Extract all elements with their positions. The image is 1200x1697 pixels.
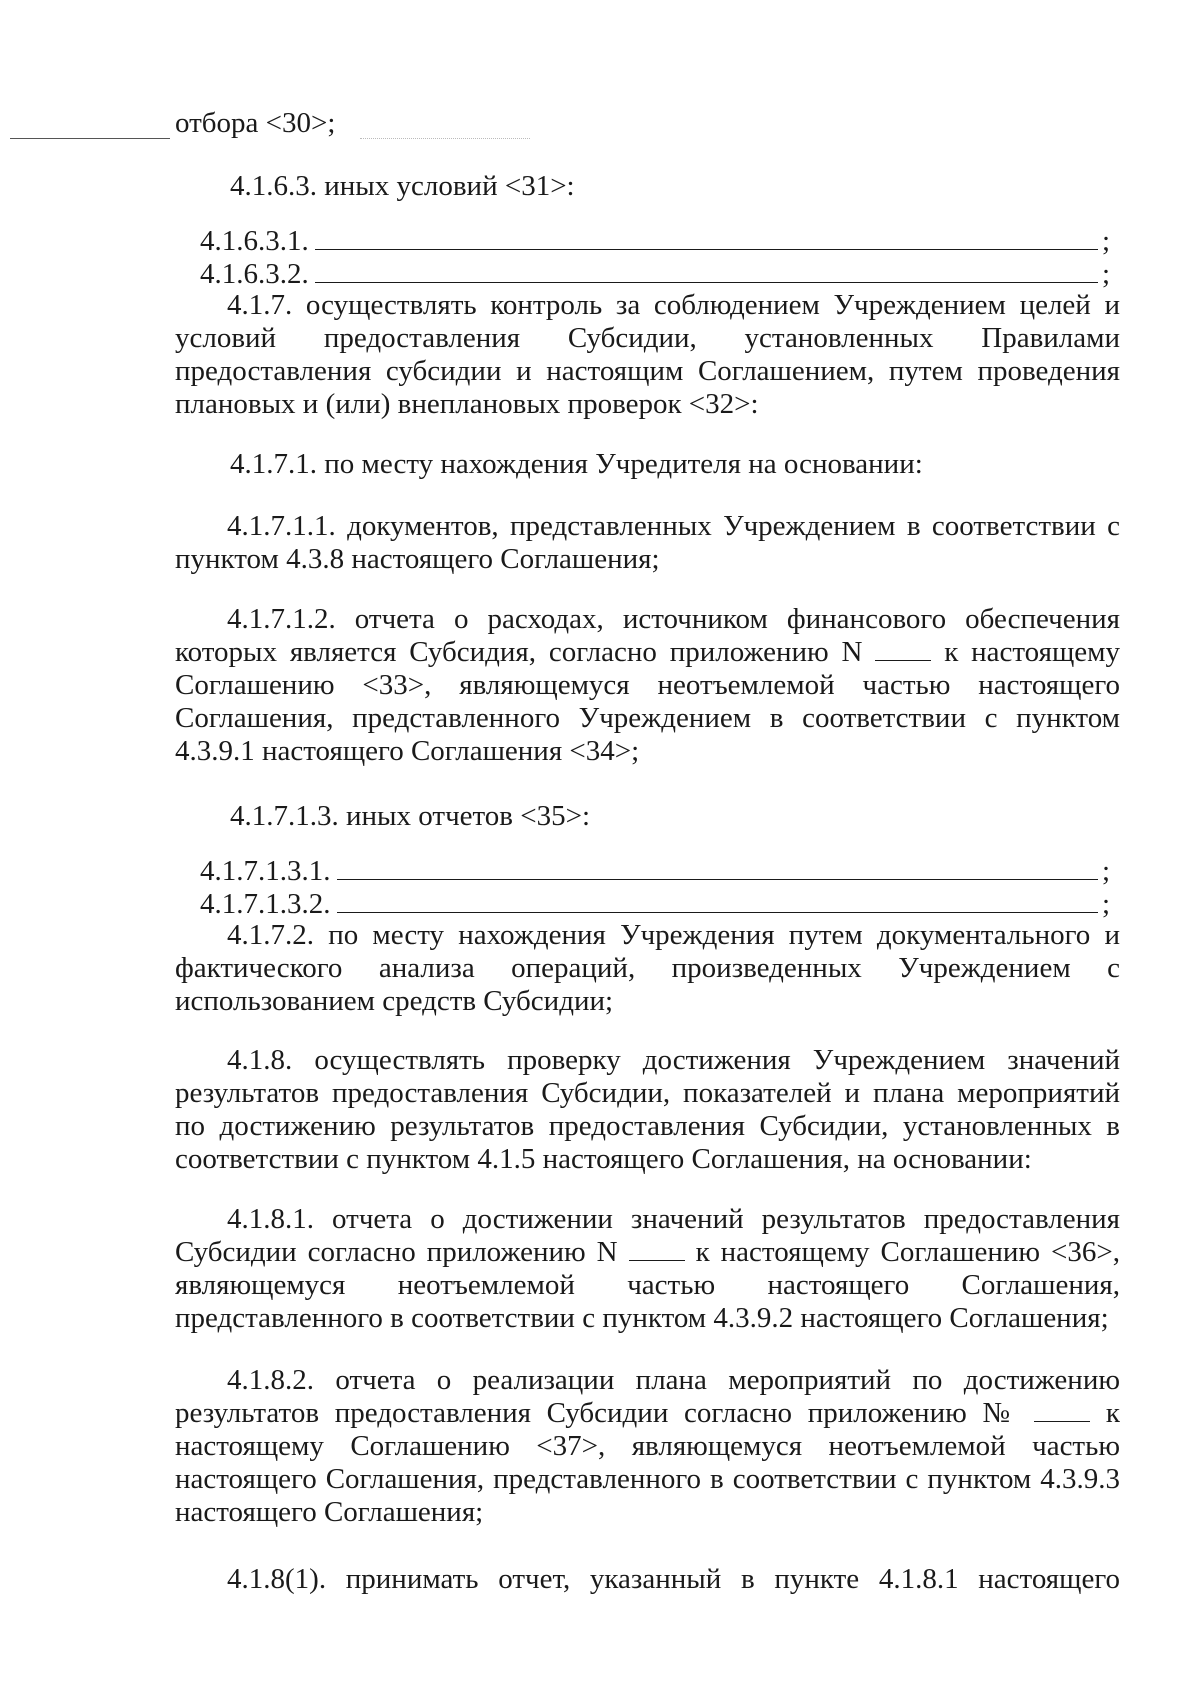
paragraph-4-1-7: 4.1.7. осуществлять контроль за соблюдением Учреждением целей и условий предоставления Субсидии, установленных Правилами предоставления субсидии и настоящим Соглашением, путем проведения плановых и (или) внеплановых проверок <32>: [175,289,1120,420]
paragraph-4-1-7-1-1: 4.1.7.1.1. документов, представленных Учреждением в соответствии с пунктом 4.3.8 настоящего Соглашения; [175,510,1120,575]
paragraph-4-1-7-2: 4.1.7.2. по месту нахождения Учреждения путем документального и фактического анализа операций, произведенных Учреждением с использованием средств Субсидии; [175,919,1120,1017]
paragraph-text: 4.1.8.2. отчета о реализации плана мероприятий по достижению результатов предоставления Субсидии согласно приложению № [175,1364,1120,1429]
paragraph-4-1-8-2 [175,1364,1120,1529]
blank-row-end: ; [1101,258,1110,290]
paragraph-text: к настоящему Соглашению <37>, являющемуся неотъемлемой частью настоящего Соглашения, представленного в соответствии с пунктом 4.3.9.3 настоящего Соглашения; [175,1397,1121,1528]
paragraph-4-1-7-1-3: 4.1.7.1.3. иных отчетов <35>: [230,800,591,832]
paragraph-text: 4.1.8.1. отчета о достижении значений результатов предоставления Субсидии согласно приложению N [175,1203,1120,1268]
fill-in-line [315,225,1098,250]
blank-row-end: ; [1101,855,1110,887]
blank-row-label: 4.1.6.3.2. [200,258,309,290]
fill-in-line [337,888,1098,913]
paragraph-4-1-8-1 [175,1203,1120,1335]
blank-row-4-1-7-1-3-1 [200,855,1110,888]
blank-row-4-1-7-1-3-2 [200,888,1110,921]
scan-artifact-dots [360,138,530,139]
paragraph-text: 4.1.7.1.2. отчета о расходах, источником финансового обеспечения которых является Субсидия, согласно приложению N [175,603,1120,668]
blank-row-label: 4.1.7.1.3.2. [200,888,331,920]
blank-row-label: 4.1.6.3.1. [200,225,309,257]
blank-row-end: ; [1101,888,1110,920]
paragraph-4-1-8-1-accept: 4.1.8(1). принимать отчет, указанный в пункте 4.1.8.1 настоящего [227,1563,1120,1595]
paragraph-text: к настоящему Соглашению <33>, являющемуся неотъемлемой частью настоящего Соглашения, представленного Учреждением в соответствии с пунктом 4.3.9.1 настоящего Соглашения <34>; [175,636,1121,767]
blank-row-end: ; [1101,225,1110,257]
paragraph-4-1-8: 4.1.8. осуществлять проверку достижения Учреждением значений результатов предоставления Субсидии, показателей и плана мероприятий по достижению результатов предоставления Субсидии, установленных в соответствии с пунктом 4.1.5 настоящего Соглашения, на основании: [175,1044,1120,1175]
paragraph-text: к настоящему Соглашению <36>, являющемуся неотъемлемой частью настоящего Соглашения, представленного в соответствии с пунктом 4.3.9.2 настоящего Соглашения; [175,1236,1120,1334]
fill-in-line [315,258,1098,283]
paragraph-selection-end: отбора <30>; [175,107,336,139]
scan-artifact-line [10,138,170,139]
blank-row-4-1-6-3-1 [200,225,1110,258]
paragraph-4-1-7-1-2 [175,603,1120,768]
paragraph-4-1-7-1: 4.1.7.1. по месту нахождения Учредителя на основании: [230,448,923,480]
fill-in-blank [1034,1399,1090,1422]
fill-in-blank [629,1238,685,1261]
blank-row-label: 4.1.7.1.3.1. [200,855,331,887]
paragraph-4-1-6-3: 4.1.6.3. иных условий <31>: [230,170,575,202]
fill-in-blank [875,638,931,661]
fill-in-line [337,855,1098,880]
blank-row-4-1-6-3-2 [200,258,1110,291]
